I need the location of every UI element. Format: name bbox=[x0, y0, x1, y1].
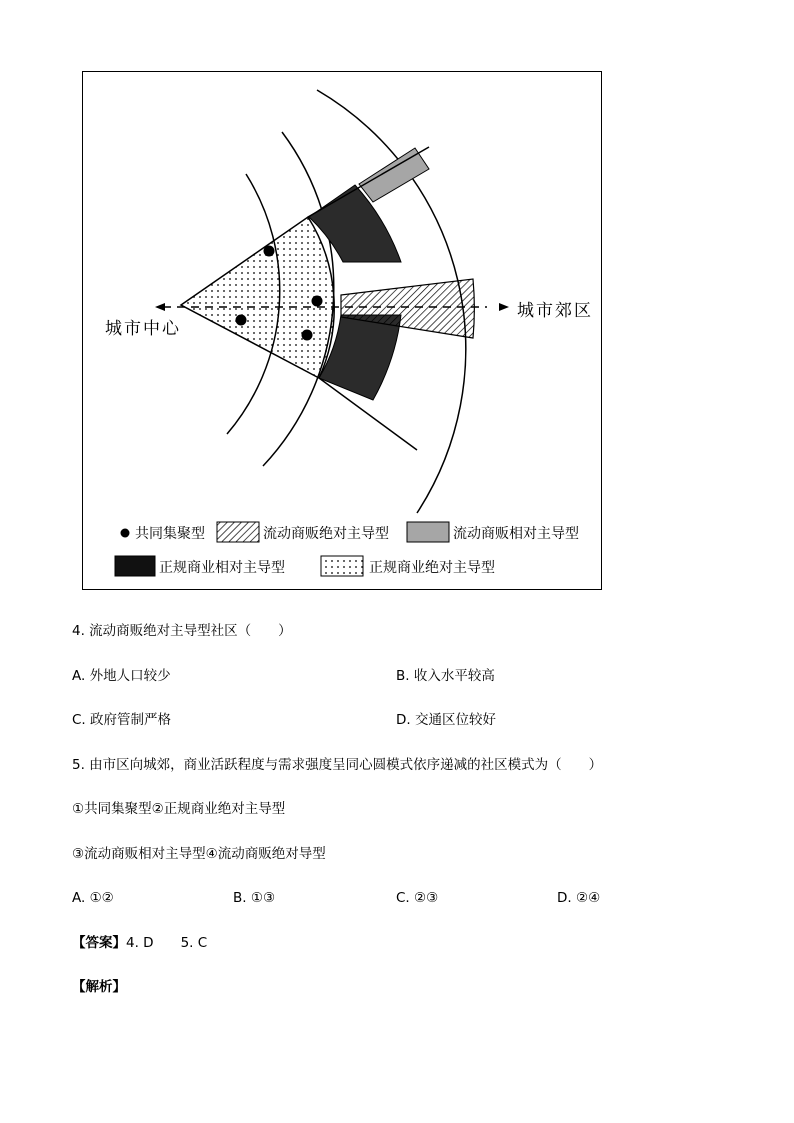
shared-gathering-dot bbox=[302, 330, 313, 341]
answer-text: 4. D 5. C bbox=[126, 935, 208, 951]
q4-option-d[interactable]: D. 交通区位较好 bbox=[396, 712, 496, 728]
label-city-suburb: 城市郊区 bbox=[517, 301, 593, 320]
legend-dotted-swatch bbox=[321, 556, 363, 576]
shared-gathering-dot bbox=[264, 246, 275, 257]
q5-option-d[interactable]: D. ②④ bbox=[557, 890, 601, 906]
arrow-left-icon bbox=[155, 303, 165, 311]
community-model-diagram bbox=[83, 72, 603, 591]
legend-mobile-absolute: 流动商贩绝对主导型 bbox=[263, 527, 389, 542]
q5-option-b[interactable]: B. ①③ bbox=[233, 890, 276, 906]
shared-gathering-dot bbox=[236, 315, 247, 326]
legend-formal-absolute: 正规商业绝对主导型 bbox=[369, 561, 495, 576]
q4-stem: 4. 流动商贩绝对主导型社区（ ） bbox=[72, 623, 292, 639]
community-model-figure bbox=[82, 71, 602, 590]
q5-option-c[interactable]: C. ②③ bbox=[396, 890, 439, 906]
legend-hatch-swatch bbox=[217, 522, 259, 542]
legend-gray-swatch bbox=[407, 522, 449, 542]
analysis-tag: 【解析】 bbox=[72, 979, 126, 995]
q4-option-c[interactable]: C. 政府管制严格 bbox=[72, 712, 172, 728]
legend-mobile-relative: 流动商贩相对主导型 bbox=[453, 527, 579, 542]
label-city-center: 城市中心 bbox=[105, 319, 181, 338]
answer-line bbox=[72, 934, 207, 952]
q5-option-a[interactable]: A. ①② bbox=[72, 890, 114, 906]
legend-dot-icon bbox=[121, 529, 130, 538]
legend-black-swatch bbox=[115, 556, 155, 576]
formal-absolute-zone bbox=[181, 217, 334, 378]
arrow-right-icon bbox=[499, 303, 509, 311]
analysis-line bbox=[72, 978, 126, 996]
q5-stem: 5. 由市区向城郊，商业活跃程度与需求强度呈同心圆模式依序递减的社区模式为（ ） bbox=[72, 757, 603, 773]
q5-choice-line-2: ③流动商贩相对主导型④流动商贩绝对导型 bbox=[72, 846, 326, 862]
mobile-relative-zone bbox=[359, 148, 429, 202]
shared-gathering-dot bbox=[312, 296, 323, 307]
q4-option-a[interactable]: A. 外地人口较少 bbox=[72, 668, 171, 684]
q4-option-b[interactable]: B. 收入水平较高 bbox=[396, 668, 495, 684]
legend-formal-relative: 正规商业相对主导型 bbox=[159, 561, 285, 576]
answer-tag: 【答案】 bbox=[72, 935, 126, 951]
q5-choice-line-1: ①共同集聚型②正规商业绝对主导型 bbox=[72, 801, 286, 817]
legend-shared-gathering: 共同集聚型 bbox=[135, 527, 205, 542]
